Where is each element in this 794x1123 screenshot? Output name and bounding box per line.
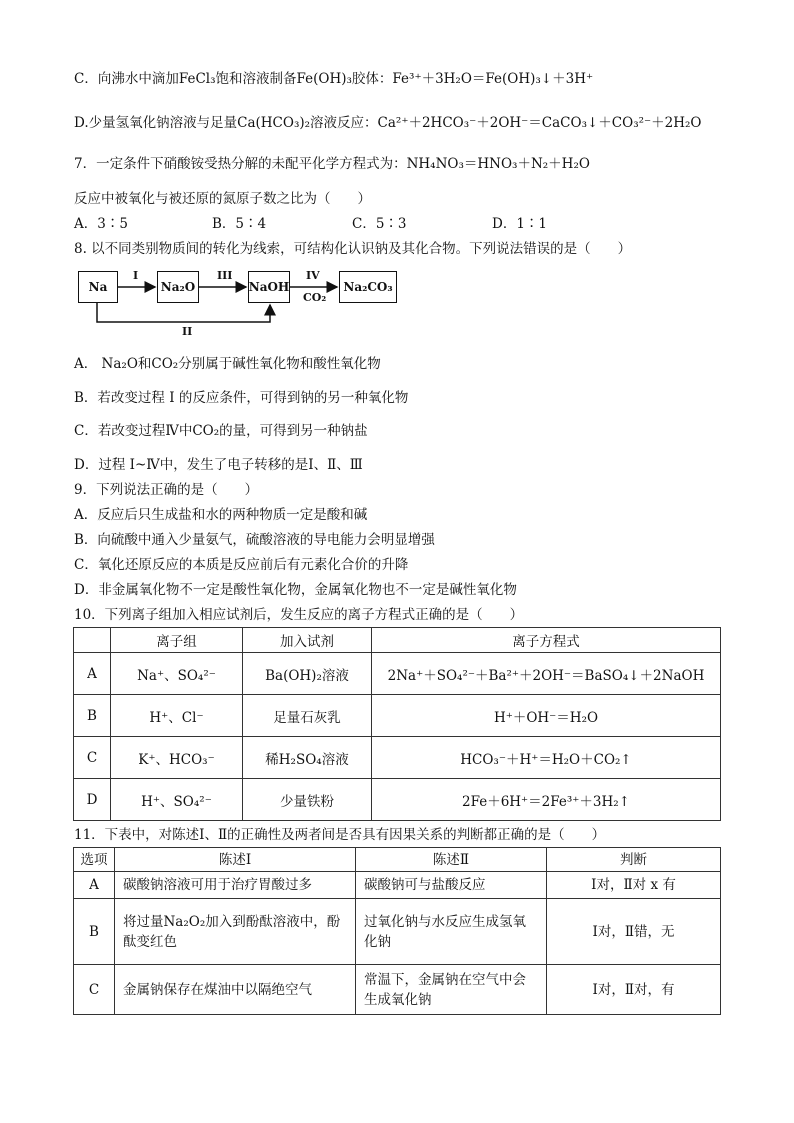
table-header-cell: 离子组	[111, 628, 243, 653]
table-row	[74, 965, 721, 1015]
q9-option-b: B．向硫酸中通入少量氨气，硫酸溶液的导电能力会明显增强	[74, 532, 435, 548]
table-cell: Ⅰ对，Ⅱ对，有	[547, 965, 721, 1015]
table-cell: Ⅰ对，Ⅱ错，无	[547, 899, 721, 965]
table-cell: 2Na⁺＋SO₄²⁻＋Ba²⁺＋2OH⁻＝BaSO₄↓＋2NaOH	[372, 653, 721, 695]
table-cell: Ba(OH)₂溶液	[243, 653, 372, 695]
option-c-text: C．向沸水中滴加FeCl₃饱和溶液制备Fe(OH)₃胶体：Fe³⁺＋3H₂O＝Fe(OH)₃↓＋3H⁺	[74, 71, 594, 87]
table-header-cell: 加入试剂	[243, 628, 372, 653]
table-cell: 过氧化钠与水反应生成氢氧化钠	[356, 899, 547, 965]
table-cell: A	[74, 653, 111, 695]
table-row	[74, 737, 721, 779]
label-process-iii: III	[217, 269, 233, 282]
table-cell: B	[74, 695, 111, 737]
table-cell: H⁺＋OH⁻＝H₂O	[372, 695, 721, 737]
q7-option-b: B．5∶4	[212, 216, 267, 232]
table-cell: A	[74, 872, 115, 899]
table-cell: Na⁺、SO₄²⁻	[111, 653, 243, 695]
table-cell: K⁺、HCO₃⁻	[111, 737, 243, 779]
question-7-stem: 反应中被氧化与被还原的氮原子数之比为（ ）	[74, 191, 371, 207]
table-header-cell: 离子方程式	[372, 628, 721, 653]
table-cell: 碳酸钠可与盐酸反应	[356, 872, 547, 899]
table-cell: 稀H₂SO₄溶液	[243, 737, 372, 779]
q7-option-a: A．3∶5	[74, 216, 128, 232]
table-header-cell: 陈述Ⅱ	[356, 848, 547, 872]
table-header-row	[74, 628, 721, 653]
box-na: Na	[78, 271, 118, 303]
table-cell: 少量铁粉	[243, 779, 372, 821]
table-cell: C	[74, 737, 111, 779]
label-co2: CO₂	[303, 291, 327, 304]
table-row	[74, 899, 721, 965]
diagram-arrows	[0, 0, 794, 360]
question-8: 8. 以不同类别物质间的转化为线索，可结构化认识钠及其化合物。下列说法错误的是（ ）	[74, 241, 632, 257]
table-cell: 碳酸钠溶液可用于治疗胃酸过多	[115, 872, 356, 899]
table-header-row	[74, 848, 721, 872]
table-cell: D	[74, 779, 111, 821]
table-cell: H⁺、Cl⁻	[111, 695, 243, 737]
table-row	[74, 872, 721, 899]
option-d-text: D.少量氢氧化钠溶液与足量Ca(HCO₃)₂溶液反应：Ca²⁺＋2HCO₃⁻＋2OH⁻＝CaCO₃↓＋CO₃²⁻＋2H₂O	[74, 115, 702, 131]
table-row	[74, 695, 721, 737]
label-process-ii: II	[182, 325, 193, 338]
question-10: 10．下列离子组加入相应试剂后，发生反应的离子方程式正确的是（ ）	[74, 607, 524, 623]
q8-option-c: C．若改变过程Ⅳ中CO₂的量，可得到另一种钠盐	[74, 423, 368, 439]
table-cell: 将过量Na₂O₂加入到酚酞溶液中，酚酞变红色	[115, 899, 356, 965]
table-row	[74, 779, 721, 821]
table-header-cell: 判断	[547, 848, 721, 872]
table-cell: 2Fe＋6H⁺＝2Fe³⁺＋3H₂↑	[372, 779, 721, 821]
table-header-cell	[74, 628, 111, 653]
table-cell: H⁺、SO₄²⁻	[111, 779, 243, 821]
q8-option-b: B．若改变过程 I 的反应条件，可得到钠的另一种氧化物	[74, 390, 409, 406]
table-row	[74, 653, 721, 695]
table-cell: 常温下，金属钠在空气中会生成氧化钠	[356, 965, 547, 1015]
table-cell: Ⅰ对，Ⅱ对 x 有	[547, 872, 721, 899]
q7-option-d: D．1∶1	[492, 216, 548, 232]
box-na2o: Na₂O	[157, 271, 199, 303]
box-naoh: NaOH	[248, 271, 290, 303]
table-cell: 足量石灰乳	[243, 695, 372, 737]
q7-option-c: C．5∶3	[352, 216, 407, 232]
table-cell: 金属钠保存在煤油中以隔绝空气	[115, 965, 356, 1015]
label-process-i: I	[133, 269, 139, 282]
table-cell: B	[74, 899, 115, 965]
box-na2co3: Na₂CO₃	[339, 271, 397, 303]
label-process-iv: IV	[306, 269, 320, 282]
q9-option-d: D．非金属氧化物不一定是酸性氧化物，金属氧化物也不一定是碱性氧化物	[74, 582, 517, 598]
q8-option-a: A． Na₂O和CO₂分别属于碱性氧化物和酸性氧化物	[74, 356, 381, 372]
table-question-10	[73, 627, 721, 821]
question-7: 7．一定条件下硝酸铵受热分解的未配平化学方程式为：NH₄NO₃＝HNO₃＋N₂＋H₂O	[74, 156, 590, 172]
question-9: 9．下列说法正确的是（ ）	[74, 482, 259, 498]
table-header-cell: 选项	[74, 848, 115, 872]
table-cell: C	[74, 965, 115, 1015]
table-header-cell: 陈述Ⅰ	[115, 848, 356, 872]
table-cell: HCO₃⁻＋H⁺＝H₂O＋CO₂↑	[372, 737, 721, 779]
q9-option-a: A．反应后只生成盐和水的两种物质一定是酸和碱	[74, 507, 368, 523]
question-11: 11．下表中，对陈述Ⅰ、Ⅱ的正确性及两者间是否具有因果关系的判断都正确的是（ ）	[74, 827, 606, 843]
q8-option-d: D．过程 I~Ⅳ中，发生了电子转移的是Ⅰ、Ⅱ、Ⅲ	[74, 457, 363, 473]
q9-option-c: C．氧化还原反应的本质是反应前后有元素化合价的升降	[74, 557, 409, 573]
table-question-11	[73, 847, 721, 1015]
